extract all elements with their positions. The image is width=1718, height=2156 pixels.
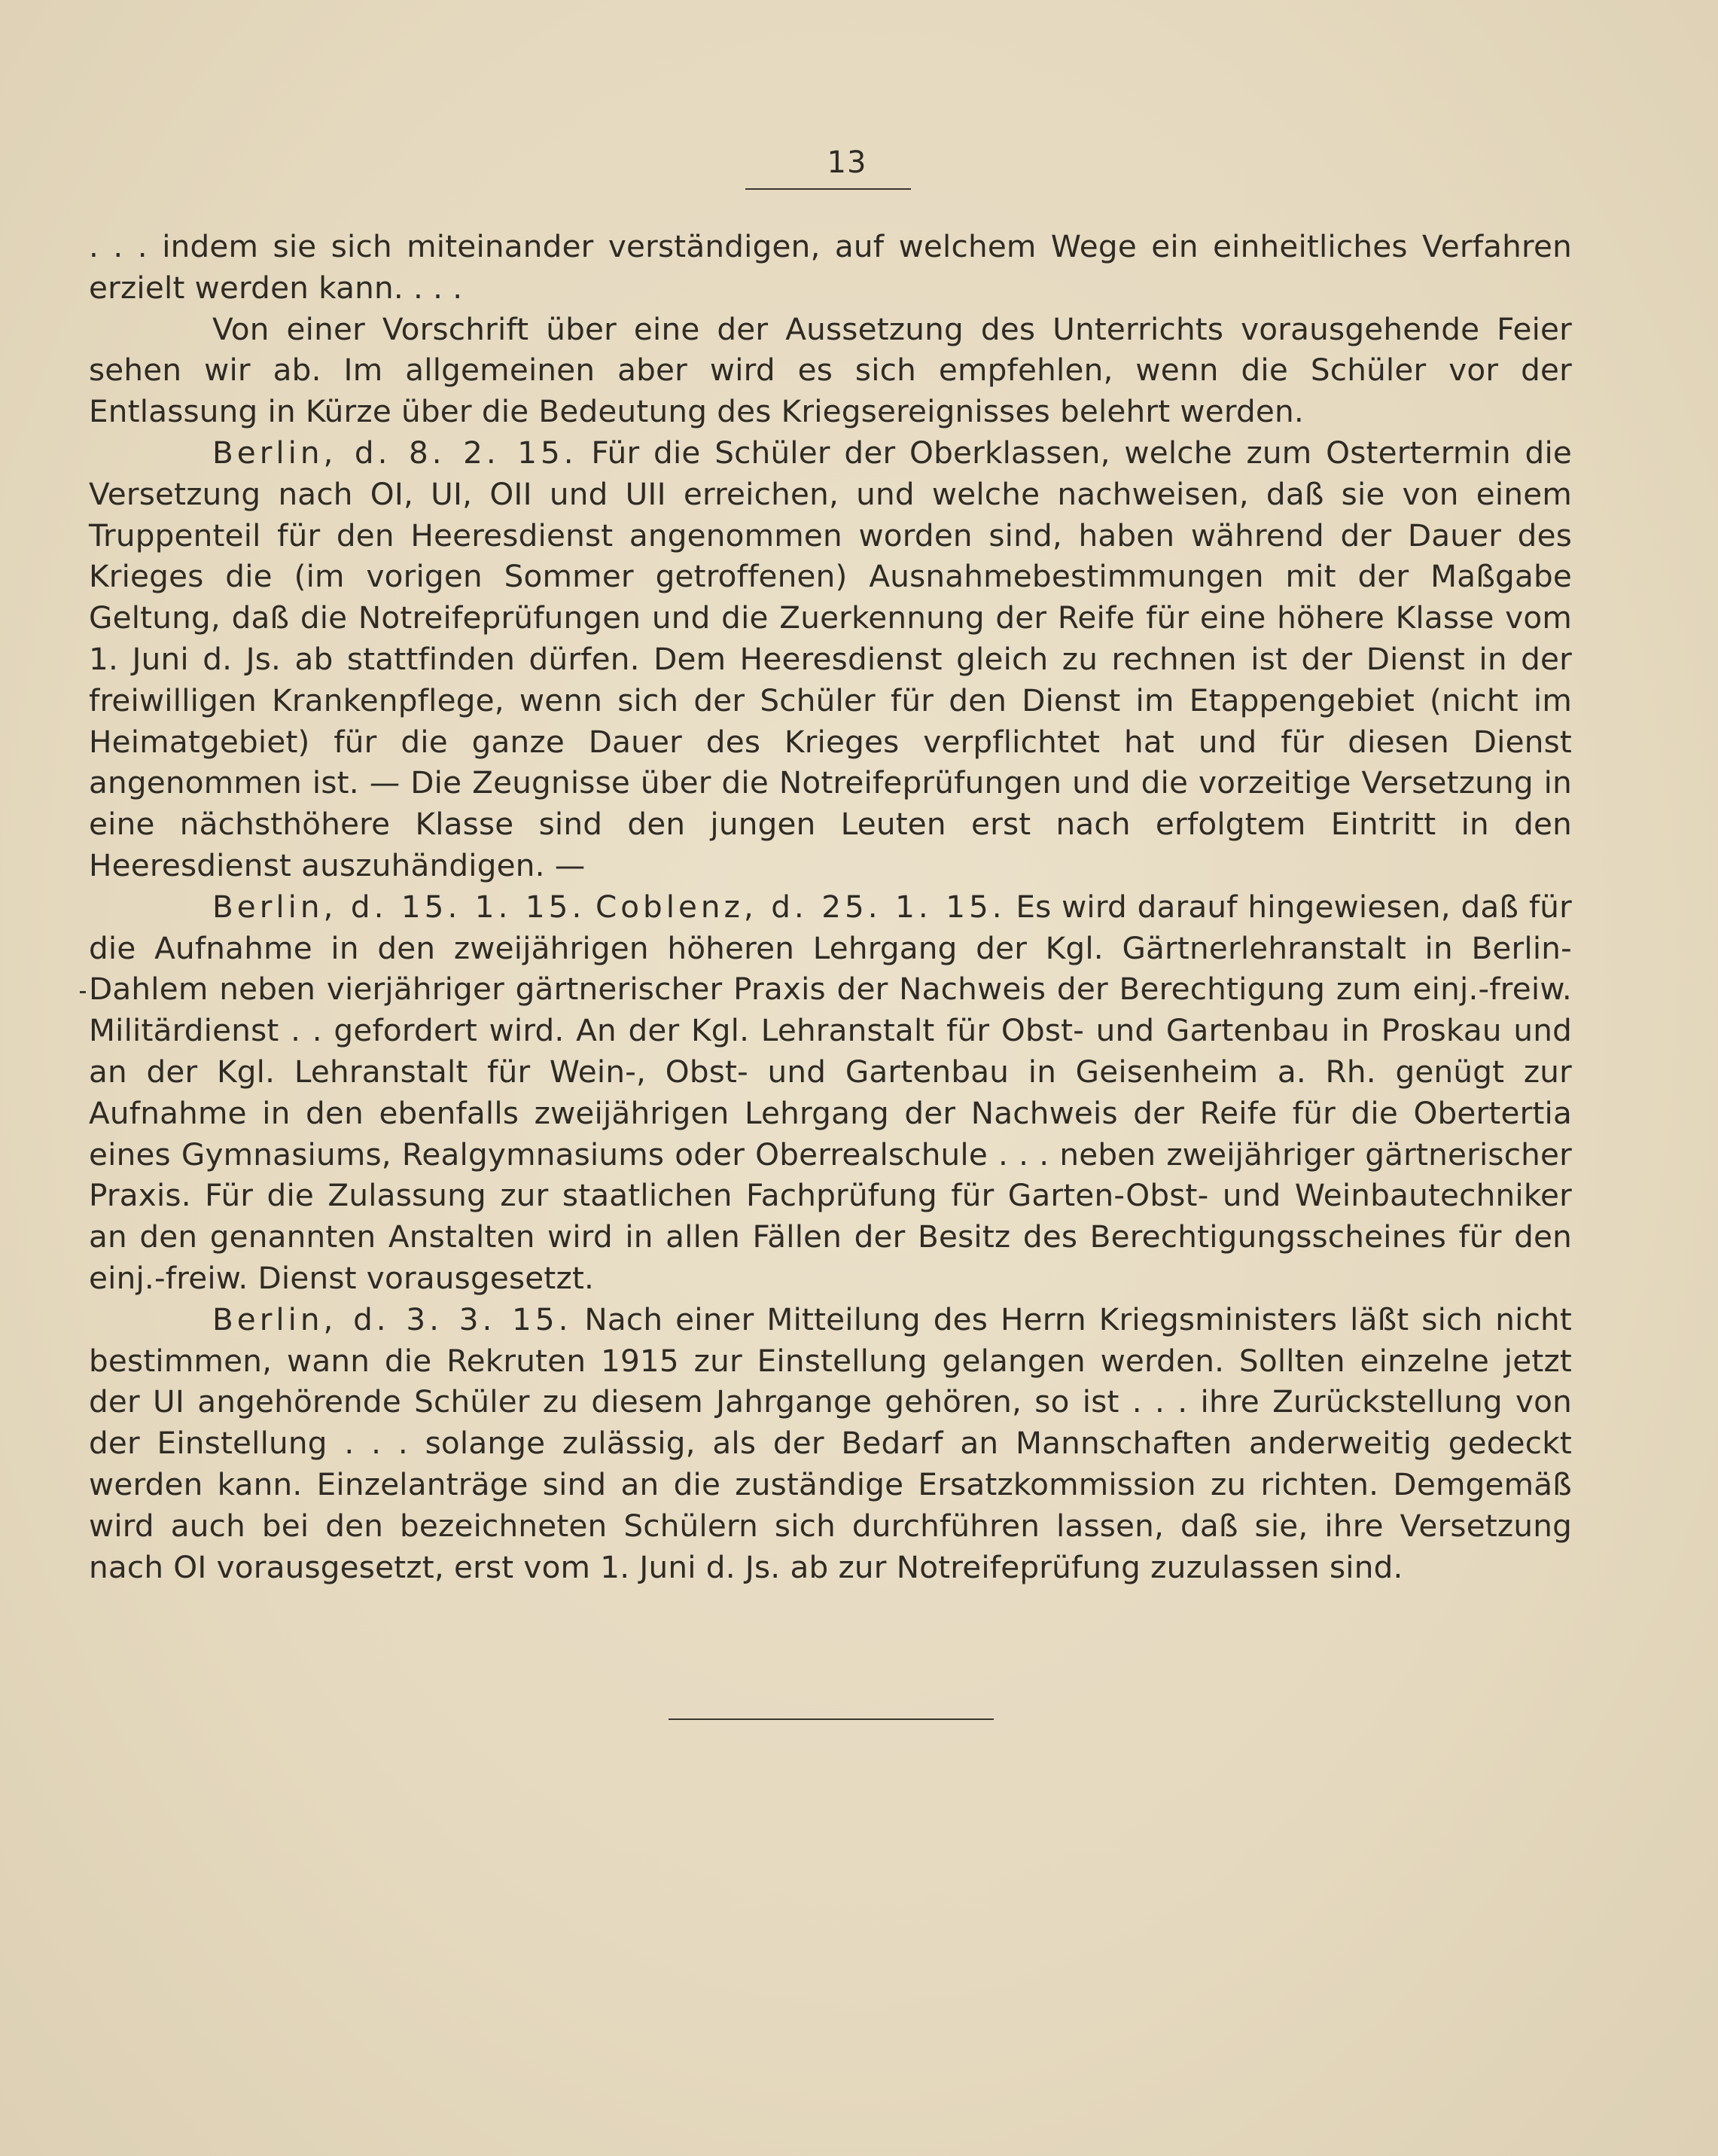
paragraph-2-text: Von einer Vorschrift über eine der Aussetzung des Unterrichts vorausgehende Feier sehen wir ab. Im allgemeinen aber wird es sich empfehlen, wenn die Schüler vor der Entlassung in Kürze über die Bedeutung des Kriegsereignisses belehrt werden. [89,310,1572,430]
paragraph-4 [89,886,1572,1299]
page-number: 13 [827,145,867,180]
header-rule [745,188,911,190]
margin-mark [80,991,86,993]
paragraph-5-place-date: Berlin, d. 3. 3. 15. [212,1301,572,1337]
paragraph-3-place-date: Berlin, d. 8. 2. 15. [212,434,577,471]
paragraph-3-text: Für die Schüler der Oberklassen, welche zum Ostertermin die Versetzung nach OI, UI, OII und UII erreichen, und welche nachweisen, daß sie von einem Truppenteil für den Heeresdienst angenommen worden sind, haben während der Dauer des Krieges die (im vorigen Sommer getroffenen) Ausnahmebestimmungen mit der Maßgabe Geltung, daß die Notreifeprüfungen und die Zuerkennung der Reife für eine höhere Klasse vom 1. Juni d. Js. ab stattfinden dürfen. Dem Heeresdienst gleich zu rechnen ist der Dienst in der freiwilligen Krankenpflege, wenn sich der Schüler für den Dienst im Etappengebiet (nicht im Heimatgebiet) für die ganze Dauer des Krieges verpflichtet hat und für diesen Dienst angenommen ist. — Die Zeugnisse über die Notreifeprüfungen und die vorzeitige Versetzung in eine nächsthöhere Klasse sind den jungen Leuten erst nach erfolgtem Eintritt in den Heeresdienst auszuhändigen. — [89,434,1573,883]
paragraph-2 [89,309,1572,432]
paragraph-5-text: Nach einer Mitteilung des Herrn Kriegsministers läßt sich nicht bestimmen, wann die Rekruten 1915 zur Einstellung gelangen werden. Sollten einzelne jetzt der UI angehörende Schüler zu diesem Jahrgange gehören, so ist . . . ihre Zurückstellung von der Einstellung . . . solange zulässig, als der Bedarf an Mannschaften anderweitig gedeckt werden kann. Einzelanträge sind an die zuständige Ersatzkommission zu richten. Demgemäß wird auch bei den bezeichneten Schülern sich durchführen lassen, daß sie, ihre Versetzung nach OI vorausgesetzt, erst vom 1. Juni d. Js. ab zur Notreifeprüfung zuzulassen sind. [89,1301,1573,1585]
paragraph-1-text: . . . indem sie sich miteinander verständigen, auf welchem Wege ein einheitliches Verfahren erzielt werden kann. . . . [89,228,1572,306]
paragraph-1 [89,226,1572,309]
body-text [89,226,1572,1587]
paragraph-4-text: Es wird darauf hingewiesen, daß für die Aufnahme in den zweijährigen höheren Lehrgang der Kgl. Gärtnerlehranstalt in Berlin-Dahlem neben vierjähriger gärtnerischer Praxis der Nachweis der Berechtigung zum einj.-freiw. Militärdienst . . gefordert wird. An der Kgl. Lehranstalt für Obst- und Gartenbau in Proskau und an der Kgl. Lehranstalt für Wein-, Obst- und Gartenbau in Geisenheim a. Rh. genügt zur Aufnahme in den ebenfalls zweijährigen Lehrgang der Nachweis der Reife für die Obertertia eines Gymnasiums, Realgymnasiums oder Oberrealschule . . . neben zweijähriger gärtnerischer Praxis. Für die Zulassung zur staatlichen Fachprüfung für Garten-Obst- und Weinbautechniker an den genannten Anstalten wird in allen Fällen der Besitz des Berechtigungsscheines für den einj.-freiw. Dienst vorausgesetzt. [89,888,1572,1296]
paragraph-5 [89,1299,1572,1588]
paragraph-3 [89,432,1572,886]
footer-rule [669,1718,994,1720]
paragraph-4-place-date: Berlin, d. 15. 1. 15. [212,888,586,925]
paragraph-4-place-date-2: Coblenz, d. 25. 1. 15. [596,888,1006,925]
